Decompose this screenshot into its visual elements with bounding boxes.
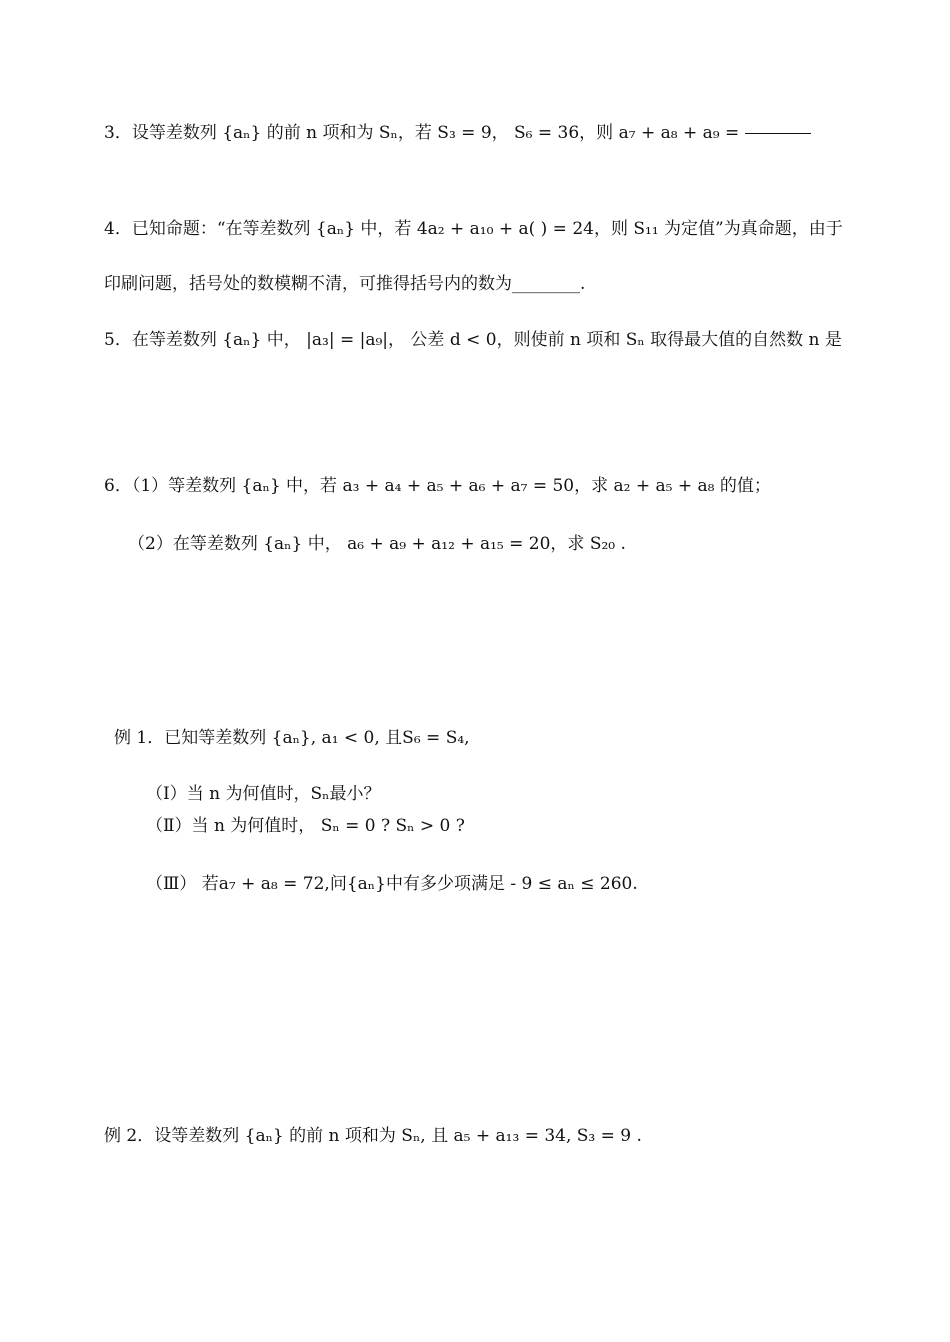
example-1-part-2: （Ⅱ）当 n 为何值时， Sₙ = 0 ? Sₙ > 0 ?	[146, 816, 465, 836]
example-1-part-1: （Ⅰ）当 n 为何值时，Sₙ最小？	[146, 784, 381, 804]
question-5: 5．在等差数列 {aₙ} 中， |a₃| = |a₉|， 公差 d < 0，则使前 n 项和 Sₙ 取得最大值的自然数 n 是	[104, 330, 842, 350]
example-1-title: 例 1．已知等差数列 {aₙ}, a₁ < 0, 且S₆ = S₄,	[114, 728, 470, 748]
question-6-line-1: 6．（1）等差数列 {aₙ} 中，若 a₃ + a₄ + a₅ + a₆ + a₇ = 50，求 a₂ + a₅ + a₈ 的值；	[104, 476, 771, 496]
answer-blank	[745, 133, 811, 134]
question-3-text: 3．设等差数列 {aₙ} 的前 n 项和为 Sₙ，若 S₃ = 9， S₆ = 36，则 a₇ + a₈ + a₉ =	[104, 123, 740, 143]
example-2: 例 2．设等差数列 {aₙ} 的前 n 项和为 Sₙ, 且 a₅ + a₁₃ = 34, S₃ = 9 .	[104, 1126, 642, 1146]
question-4-line-2: 印刷问题，括号处的数模糊不清，可推得括号内的数为________.	[104, 274, 586, 294]
question-6-line-2: （2）在等差数列 {aₙ} 中， a₆ + a₉ + a₁₂ + a₁₅ = 20，求 S₂₀ .	[128, 534, 626, 554]
question-3	[104, 125, 811, 142]
example-1-part-3: （Ⅲ） 若a₇ + a₈ = 72,问{aₙ}中有多少项满足 - 9 ≤ aₙ ≤ 260.	[146, 874, 638, 894]
question-4-line-1: 4．已知命题：“在等差数列 {aₙ} 中，若 4a₂ + a₁₀ + a( ) = 24，则 S₁₁ 为定值”为真命题，由于	[104, 219, 843, 239]
